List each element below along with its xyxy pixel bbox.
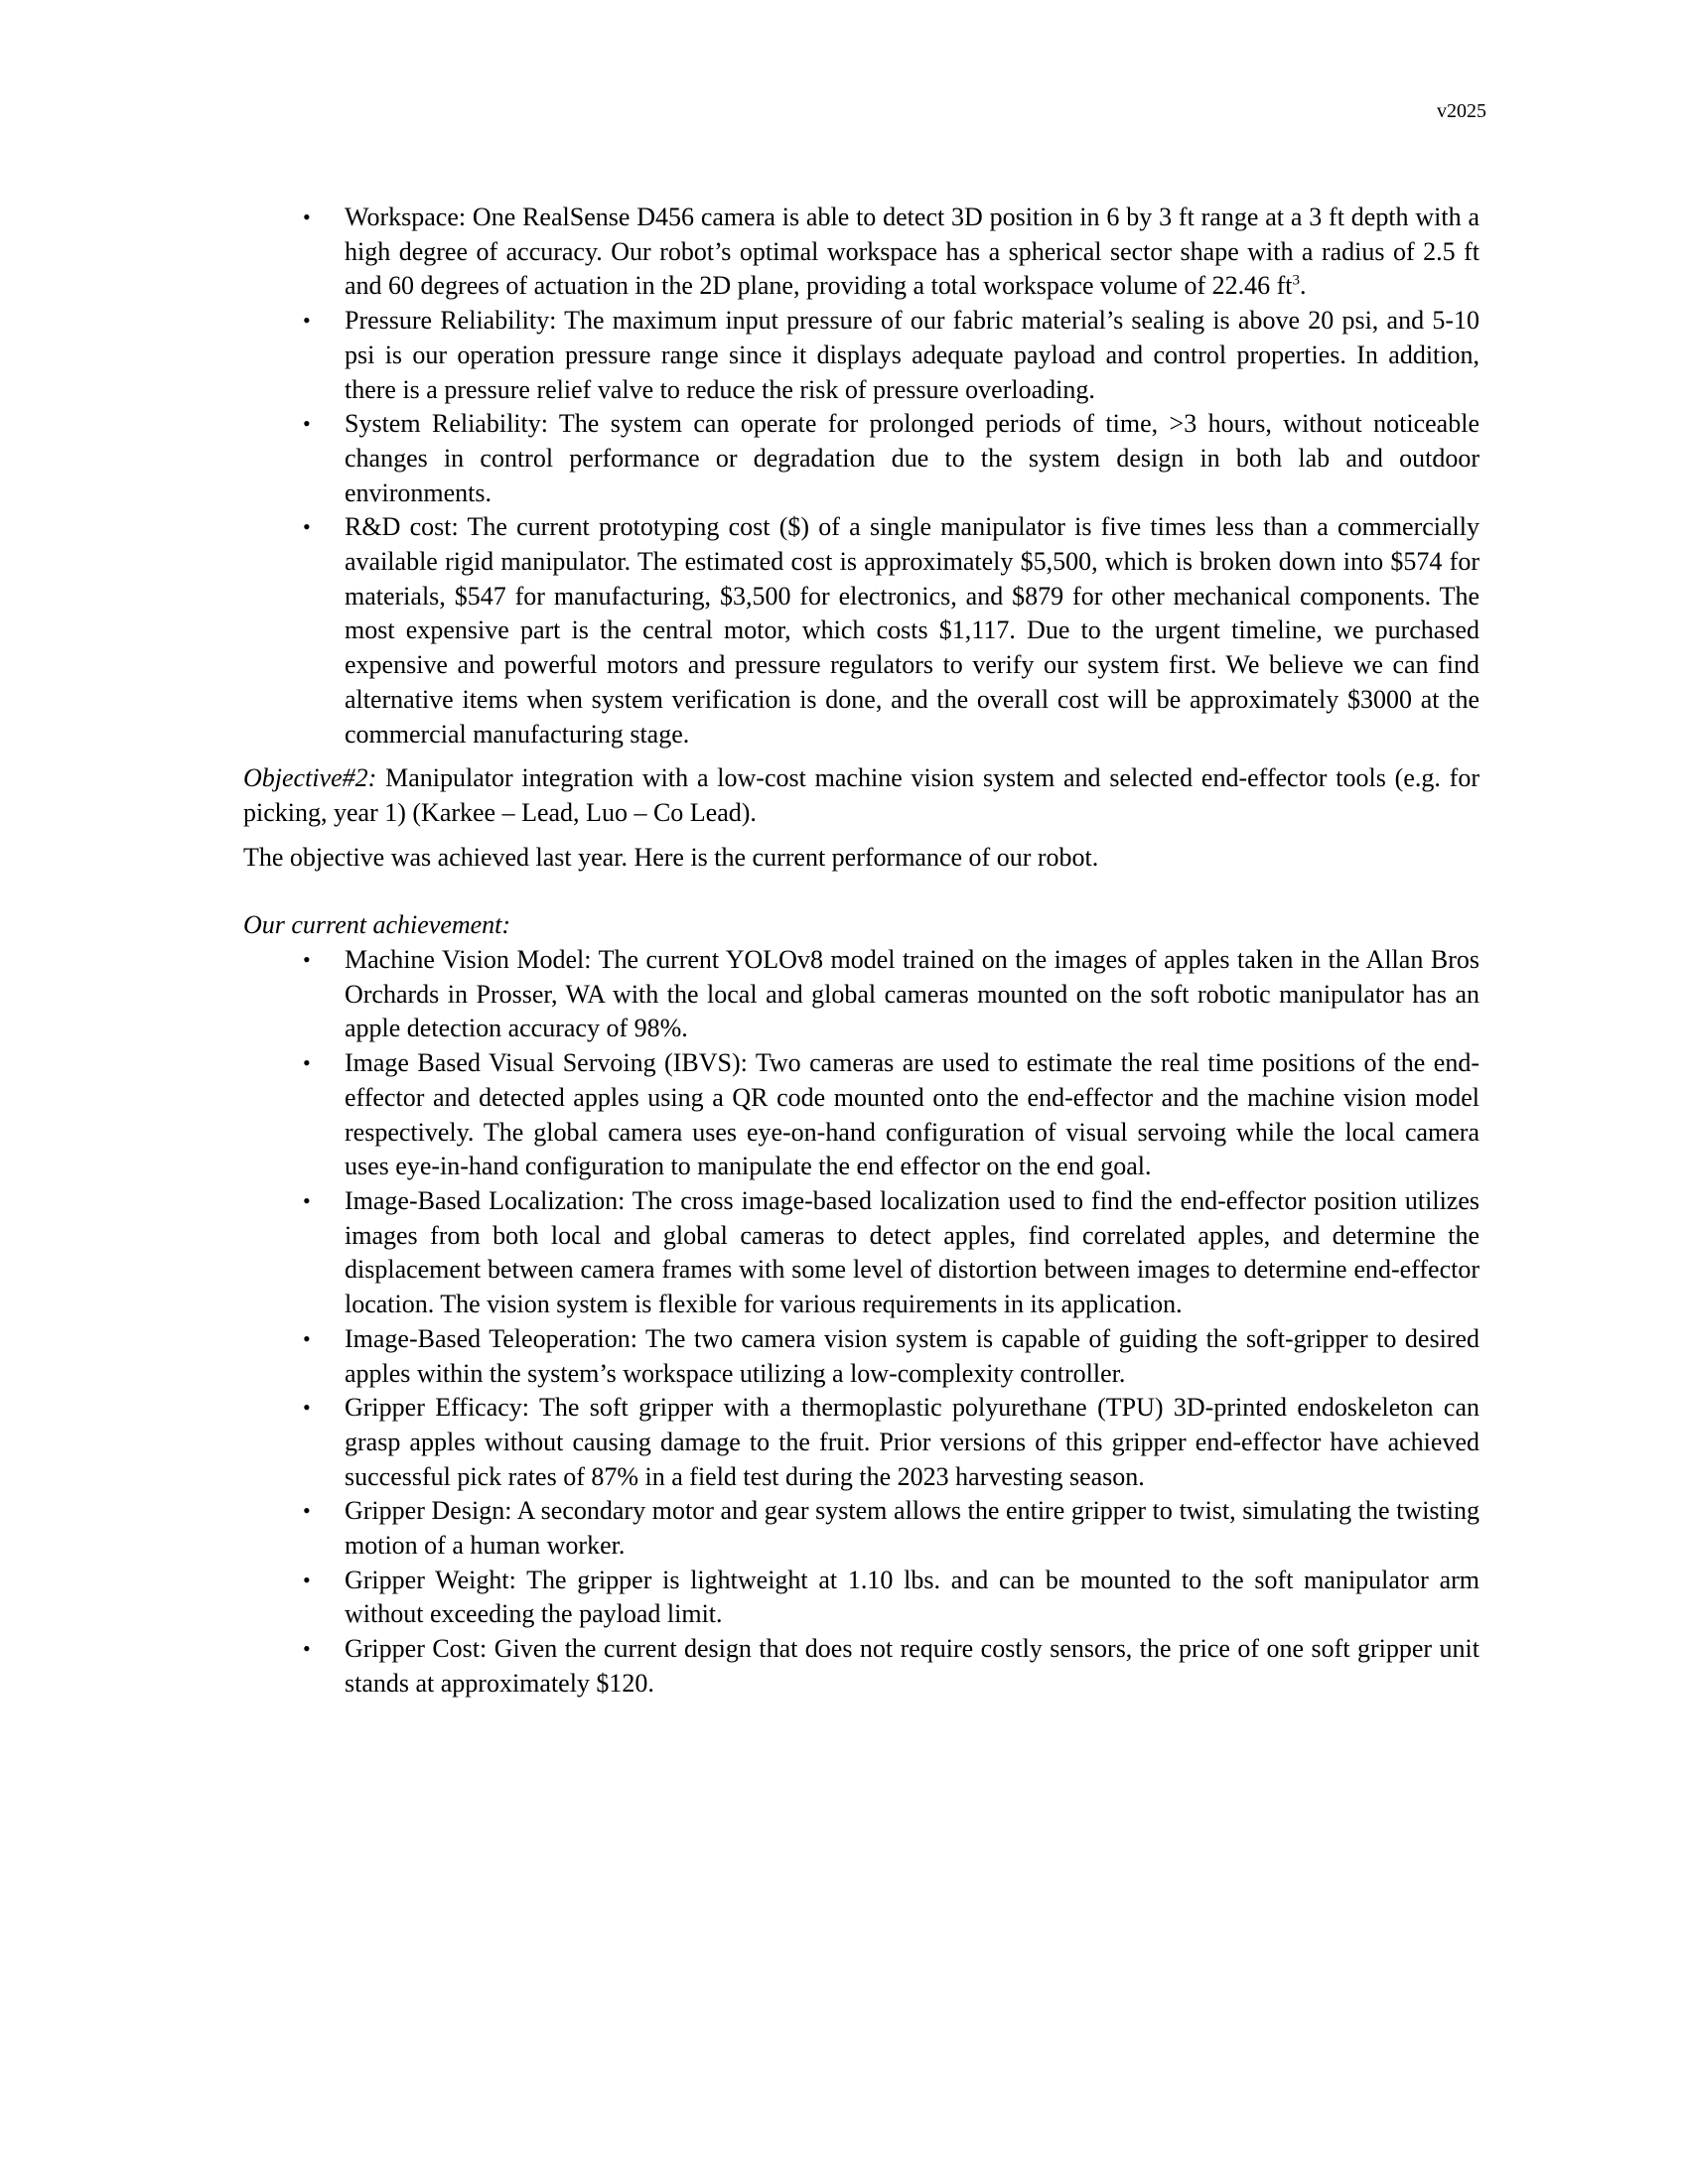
list-item-text: Gripper Design: A secondary motor and gear system allows the entire gripper to twist, simulating the twisting motion of a human worker. [345,1496,1479,1561]
list-item-gripper-cost [243,1632,1479,1701]
list-item-image-based-teleoperation [243,1322,1479,1391]
list-item-text: Gripper Efficacy: The soft gripper with a thermoplastic polyurethane (TPU) 3D-printed endoskeleton can grasp apples without causing damage to the fruit. Prior versions of this gripper end-effector have achieved successful pick rates of 87% in a field test during the 2023 harvesting season. [345,1393,1479,1491]
list-item-text: Gripper Weight: The gripper is lightweight at 1.10 lbs. and can be mounted to the soft manipulator arm without exceeding the payload limit. [345,1565,1479,1629]
list-item-text: Image-Based Teleoperation: The two camera vision system is capable of guiding the soft-gripper to desired apples within the system’s workspace utilizing a low-complexity controller. [345,1323,1479,1388]
bullet-icon: • [303,205,311,229]
bullet-icon: • [303,1498,311,1524]
bullet-icon: • [303,1395,311,1421]
achievement-bullet-list [243,943,1479,1701]
list-item-text: Gripper Cost: Given the current design that does not require costly sensors, the price of one soft gripper unit stands at approximately $120. [345,1634,1479,1698]
list-item-ibvs [243,1046,1479,1184]
bullet-icon: • [303,1325,311,1351]
list-item-pressure-reliability [243,304,1479,407]
document-body [243,201,1479,1702]
bullet-icon: • [303,947,311,973]
objective-2-label: Objective#2: [243,763,377,793]
bullet-icon: • [303,1050,311,1076]
bullet-icon: • [303,411,311,437]
bullet-icon: • [303,1636,311,1662]
bullet-icon: • [303,514,311,540]
list-item-gripper-weight [243,1564,1479,1632]
list-item-text: Image Based Visual Servoing (IBVS): Two cameras are used to estimate the real time positions of the end-effector and detected apples using a QR code mounted onto the end-effector and the machine vision model respectively. The global camera uses eye-on-hand configuration of visual servoing while the local camera uses eye-in-hand configuration to manipulate the end effector on the end goal. [345,1048,1479,1181]
objective1-bullet-list [243,201,1479,751]
list-item-rd-cost [243,510,1479,751]
bullet-icon: • [303,1187,311,1213]
list-item-text: Image-Based Localization: The cross image-based localization used to find the end-effector position utilizes images from both local and global cameras to detect apples, find correlated apples, and determine the displacement between camera frames with some level of distortion between images to determine end-effector location. The vision system is flexible for various requirements in its application. [345,1185,1479,1319]
list-item-workspace [243,201,1479,304]
objective-2-paragraph [243,761,1479,830]
bullet-icon: • [303,308,311,334]
list-item-suffix: . [1300,271,1307,301]
list-item-text: System Reliability: The system can operate for prolonged periods of time, >3 hours, without noticeable changes in control performance or degradation due to the system design in both lab and outdoor environments. [345,409,1479,507]
list-item-text: R&D cost: The current prototyping cost ($) of a single manipulator is five times less than a commercially available rigid manipulator. The estimated cost is approximately $5,500, which is broken down into $574 for materials, $547 for manufacturing, $3,500 for electronics, and $879 for other mechanical components. The most expensive part is the central motor, which costs $1,117. Due to the urgent timeline, we purchased expensive and powerful motors and pressure regulators to verify our system first. We believe we can find alternative items when system verification is done, and the overall cost will be approximately $3000 at the commercial manufacturing stage. [345,512,1479,749]
superscript: 3 [1292,272,1301,289]
list-item-text: Pressure Reliability: The maximum input pressure of our fabric material’s sealing is above 20 psi, and 5-10 psi is our operation pressure range since it displays adequate payload and control properties. In addition, there is a pressure relief valve to reduce the risk of pressure overloading. [345,306,1479,404]
bullet-icon: • [303,1567,311,1592]
page-version-header: v2025 [1437,100,1486,122]
list-item-image-based-localization [243,1184,1479,1322]
list-item-gripper-efficacy [243,1391,1479,1494]
list-item-text: Machine Vision Model: The current YOLOv8 model trained on the images of apples taken in the Allan Bros Orchards in Prosser, WA with the local and global cameras mounted on the soft robotic manipulator has an apple detection accuracy of 98%. [345,945,1479,1043]
list-item-text: Workspace: One RealSense D456 camera is able to detect 3D position in 6 by 3 ft range at a 3 ft depth with a high degree of accuracy. Our robot’s optimal workspace has a spherical sector shape with a radius of 2.5 ft and 60 degrees of actuation in the 2D plane, providing a total workspace volume of 22.46 ft [345,203,1479,301]
objective-status-paragraph: The objective was achieved last year. Here is the current performance of our robot. [243,842,1099,872]
list-item-gripper-design [243,1494,1479,1563]
objective-2-text: Manipulator integration with a low-cost machine vision system and selected end-effector tools (e.g. for picking, year 1) (Karkee – Lead, Luo – Co Lead). [243,763,1479,827]
achievement-heading: Our current achievement: [243,910,511,940]
list-item-system-reliability [243,407,1479,510]
list-item-machine-vision-model [243,943,1479,1046]
